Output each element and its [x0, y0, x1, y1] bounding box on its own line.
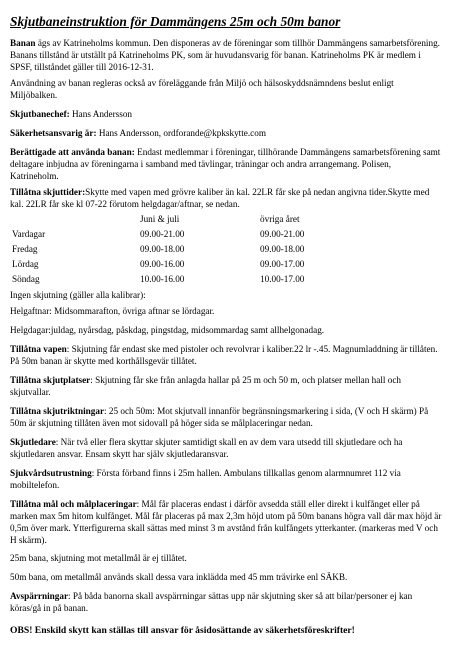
safety-line	[10, 128, 442, 140]
schedule-day: Fredag	[12, 243, 38, 254]
schedule-row	[12, 257, 410, 272]
places-paragraph	[10, 375, 442, 399]
schedule-row	[12, 242, 410, 257]
weapons-text: : Skjutning får endast ske med pistoler och revolvrar i kaliber.22 lr -.45. Magnumladdning är tillåten. På 50m banan är skytte med korthållsgevär tillåtet.	[10, 344, 438, 367]
metal-25-line: 25m bana, skjutning mot metallmål är ej tillåtet.	[10, 553, 187, 564]
owner-text: ägs av Katrineholms kommun. Den disponeras av de föreningar som tillhör Dammängens samarbetsförening. Banans tillstånd är utställt på Katrineholms PK, som är huvudansvarig för banan. Katrineholms PK är medlem i SPSF, tillståndet gäller till 2016-12-31.	[10, 38, 440, 72]
entitled-text: Endast medlemmar i föreningar, tillhörande Dammängens samarbetsförening samt deltagare inbjudna av föreningarna i samband med tävlingar, träningar och andra arrangemang. Polisen, Katrineholm.	[10, 146, 441, 181]
schedule-header-cell	[12, 213, 140, 228]
leader-text: : När två eller flera skyttar skjuter samtidigt skall en av dem vara utsedd till skjutledare och ha skjutledaren ansvar. Ensam skytt har själv skjutledaransvar.	[10, 436, 403, 459]
range-chief-line	[10, 109, 442, 121]
schedule-header-cell: Juni & juli	[140, 214, 180, 225]
places-label: Tillåtna skjutplatser	[10, 375, 91, 386]
holidays-line: Helgdagar:juldag, nyårsdag, påskdag, pingstdag, midsommardag samt allhelgonadag.	[10, 325, 325, 336]
directions-paragraph	[10, 406, 442, 430]
holiday-eves-line: Helgaftnar: Midsommarafton, övriga aftnar se lördagar.	[10, 306, 215, 317]
schedule-other-time: 09.00-17.00	[260, 258, 305, 269]
usage-paragraph: Användning av banan regleras också av föreläggande från Miljö och hälsoskyddsnämndens beslut enligt Miljöbalken.	[10, 77, 394, 100]
schedule-header-row	[12, 213, 410, 228]
schedule-row	[12, 227, 410, 242]
barriers-paragraph	[10, 591, 442, 615]
times-paragraph	[10, 187, 442, 211]
owner-paragraph	[10, 38, 442, 74]
schedule-other-time: 09.00-21.00	[260, 228, 305, 239]
barriers-label: Avspärrningar	[10, 591, 69, 602]
directions-label: Tillåtna skjutriktningar	[10, 405, 105, 416]
directions-text: : 25 och 50m: Mot skjutvall innanför begränsningsmarkering i sida, (V och H skärm) På 50m är skjutning tillåten även mot sidovall på höger sida se målplaceringar nedan.	[10, 405, 429, 428]
safety-label: Säkerhetsansvarig är:	[10, 127, 97, 138]
schedule-other-time: 10.00-17.00	[260, 273, 305, 284]
schedule-summer-time: 09.00-16.00	[140, 258, 185, 269]
leader-paragraph	[10, 437, 442, 461]
schedule-summer-time: 10.00-16.00	[140, 273, 185, 284]
schedule-day: Lördag	[12, 258, 39, 269]
times-text: Skytte med vapen med grövre kaliber än kal. 22LR får ske på nedan angivna tider.Skytte med kal. 22LR får ske kl 07-22 förutom helgdagar/aftnar, se nedan.	[10, 186, 430, 209]
first-aid-paragraph	[10, 468, 442, 492]
no-shooting-line: Ingen skjutning (gäller alla kalibrar):	[10, 290, 146, 301]
schedule-table	[12, 213, 410, 288]
document-title: Skjutbaneinstruktion för Dammängens 25m och 50m banor	[10, 14, 341, 29]
times-label: Tillåtna skjuttider:	[10, 186, 86, 197]
schedule-day: Söndag	[12, 273, 40, 284]
first-aid-text: : Första förband finns i 25m hallen. Ambulans tillkallas genom alarmnumret 112 via mobiltelefon.	[10, 467, 401, 490]
entitled-paragraph	[10, 147, 442, 183]
barriers-text: : På båda banorna skall avspärrningar sättas upp när skjutning sker så att bilar/personer ej kan köras/gå in på banan.	[10, 591, 413, 614]
targets-text: : Mål får placeras endast i därför avsedda ställ eller direkt i kulfånget eller på marken max 5m hitom kulfånget. Mål får placeras på max 2,3m höjd utom på 50m banans högra vall där max höjd är 0,5m över mark. Ytterfigurerna skall sättas med minst 3 m avstånd från kulfångets ytterkanter. (markeras med V och H skärm).	[10, 498, 442, 545]
metal-50-line: 50m bana, om metallmål används skall dessa vara inklädda med 45 mm trävirke enl SÄKB.	[10, 572, 348, 583]
places-text: : Skjutning får ske från anlagda hallar på 25 m och 50 m, och platser mellan hall och skjutvallar.	[10, 375, 401, 397]
entitled-label: Berättigade att använda banan:	[10, 146, 135, 157]
targets-label: Tillåtna mål och målplaceringar	[10, 498, 137, 509]
targets-paragraph	[10, 499, 442, 547]
weapons-label: Tillåtna vapen	[10, 344, 67, 355]
schedule-summer-time: 09.00-21.00	[140, 228, 185, 239]
schedule-header-cell: övriga året	[260, 214, 300, 225]
warning-line: OBS! Enskild skytt kan ställas till ansvar för åsidosättande av säkerhetsföreskrifter!	[10, 625, 355, 637]
schedule-other-time: 09.00-18.00	[260, 243, 305, 254]
safety-value: Hans Andersson, ordforande@kpkskytte.com	[96, 127, 266, 138]
leader-label: Skjutledare	[10, 436, 56, 447]
range-chief-value: Hans Andersson	[69, 108, 133, 119]
schedule-day: Vardagar	[12, 228, 46, 239]
owner-label: Banan	[10, 38, 36, 49]
weapons-paragraph	[10, 344, 442, 368]
first-aid-label: Sjukvårdsutrustning	[10, 467, 92, 478]
range-chief-label: Skjutbanechef:	[10, 108, 70, 119]
schedule-row	[12, 272, 410, 287]
schedule-summer-time: 09.00-18.00	[140, 243, 185, 254]
